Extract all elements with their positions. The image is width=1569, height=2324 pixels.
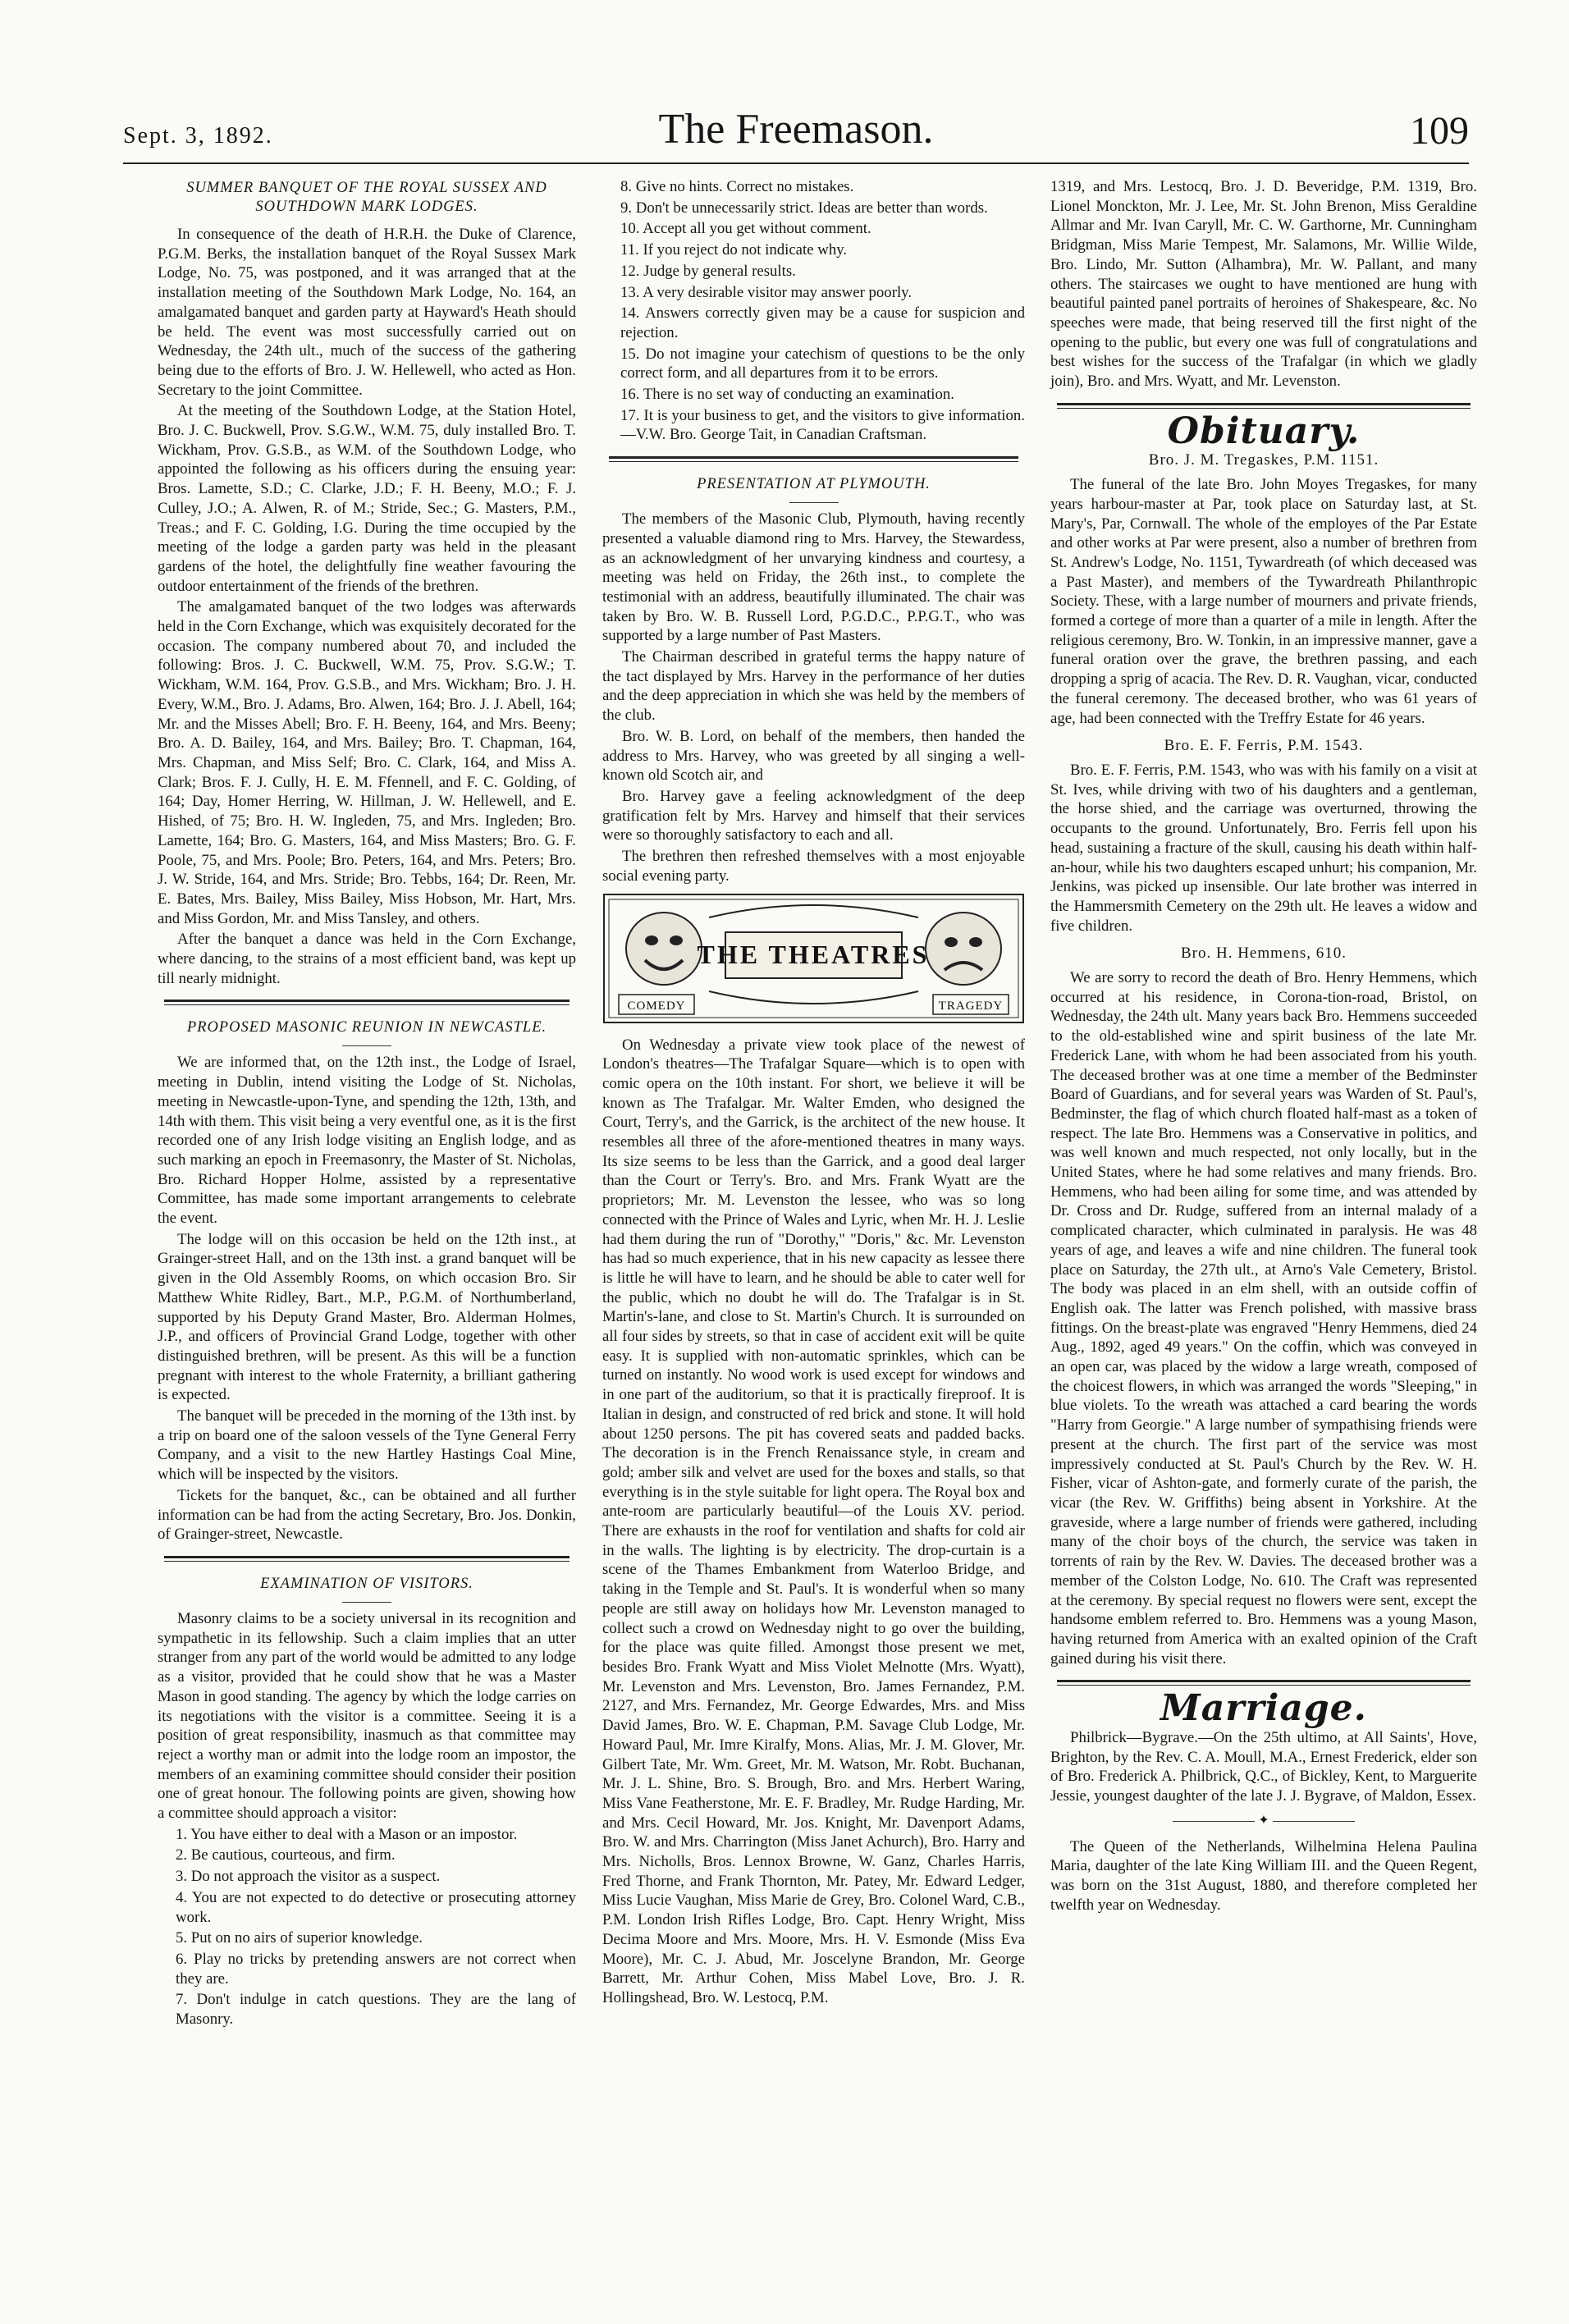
list-item: 14. Answers correctly given may be a cause for suspicion and rejection.: [620, 304, 1025, 341]
section-divider: [164, 1000, 570, 1005]
article-paragraph: On Wednesday a private view took place of the newest of London's theatres—The Trafalgar Square—which is to open with comic opera on the 10th instant. For short, we believe it will be known as The Trafalgar. Mr. Walter Emden, who designed the Court, Terry's, and the Garrick, is the architect of the new house. It resembles all three of the afore-mentioned theatres in many ways. Its size seems to be less than the Garrick, and a good deal larger than the Court or Terry's. Bro. and Mrs. Frank Wyatt are the proprietors; Mr. M. Levenston the lessee, who was so long connected with the Prince of Wales and Lyric, when Mr. H. J. Leslie had them during the run of "Dorothy," "Doris," &c. Mr. Levenston has had so much experience, that in his new capacity as lessee there is little he will have to learn, and he should be able to cater well for the public, which no doubt he will do. The Trafalgar is in St. Martin's-lane, and close to St. Martin's Church. It is surrounded on all four sides by streets, so that in case of accident exit will be quite easy. It is supplied with non-automatic sprinkles, which can be turned on instantly. No wood work is used except for windows and in one part of the auditorium, so that it is practically fireproof. It is Italian in design, and constructed of red brick and stone. It will hold about 1250 persons. The pit has covered seats and padded backs. The decoration is in the French Renaissance style, in cream and gold; amber silk and velvet are used for the boxes and stalls, so that everything is in the style suitable for light opera. The Royal box and ante-room are particularly beautiful—of the Louis XV. period. There are exhausts in the roof for ventilation and shafts for cold air in the walls. The lighting is by electricity. The drop-curtain is a scene of the Thames Embankment from Waterloo Bridge, and taking in the Temple and St. Paul's. It is wonderful when so many people are still away on holidays how Mr. Levenston managed to collect such a crowd on Wednesday night to go over the building, for the place was quite filled. Amongst those present we met, besides Bro. Frank Wyatt and Miss Violet Melnotte (Mrs. Wyatt), Mr. Levenston and Mrs. Levenston, Bro. James Fernandez, P.M. 2127, and Mrs. Fernandez, Mr. George Edwardes, Mrs. and Miss David James, Bro. W. E. Chapman, P.M. Savage Club Lodge, Mr. Howard Paul, Mr. Imre Kiralfy, Mons. Alias, Mr. J. M. Glover, Mr. Gilbert Tate, Mr. Wm. Greet, Mr. M. Watson, Mr. Robt. Buchanan, Mr. J. L. Shine, Bro. S. Brough, Bro. and Mrs. Herbert Waring, Miss Vane Featherstone, Mr. E. F. Bradley, Mr. Rudge Harding, Mr. and Mrs. Cecil Howard, Mr. Jos. Knight, Mr. Davenport Adams, Bro. W. and Mrs. Charrington (Miss Janet Achurch), Bro. Harry and Mrs. Nicholls, Bros. Lennox Browne, W. Ganz, Charles Harris, Fred Thorne, and Frank Thornton, Mr. Patey, Mr. Edward Ledger, Miss Lucie Vaughan, Miss Marie de Grey, Bro. Colonel Ward, C.B., P.M. London Irish Rifles Lodge, Bro. Capt. Henry Wright, Miss Decima Moore and Mrs. Moore, Mrs. H. V. Esmonde (Miss Eva Moore), Mr. C. J. Abud, Mr. Joscelyne Brandon, Mr. George Barrett, Mr. Arthur Cohen, Miss Mabel Love, Bro. J. R. Hollingshead, Bro. W. Lestocq, P.M.: [602, 1036, 1025, 2006]
list-item: 15. Do not imagine your catechism of questions to be the only correct form, and all departures from it to be errors.: [620, 345, 1025, 382]
article-paragraph: 1319, and Mrs. Lestocq, Bro. J. D. Beveridge, P.M. 1319, Bro. Lionel Monckton, Mr. J. Lee, Mr. St. John Brenon, Miss Geraldine Allmar and Mr. Ivan Caryll, Mr. C. W. Garthorne, Mr. Cunningham Bridgman, Miss Marie Tempest, Mr. Salamons, Mr. Willie Wilde, Bro. Lindo, Mr. Sutton (Alhambra), Mr. W. Pallant, and many others. The staircases we ought to have mentioned are hung with beautiful painted panel portraits of heroines of Shakespeare, &c. No speeches were made, that being reserved till the first night of the opening to the public, but every one was full of congratulations and best wishes for the success of the Trafalgar (in which we gladly join), Bro. and Mrs. Wyatt, and Mr. Levenston.: [1050, 178, 1477, 391]
list-item: 1. You have either to deal with a Mason or an impostor.: [176, 1825, 518, 1843]
list-item: 9. Don't be unnecessarily strict. Ideas are better than words.: [620, 199, 988, 217]
list-item: 17. It is your business to get, and the visitors to give information.—V.W. Bro. George Tait, in Canadian Craftsman.: [620, 406, 1025, 444]
article-paragraph: The lodge will on this occasion be held on the 12th inst., at Grainger-street Hall, and on the 13th inst. a grand banquet will be given in the Old Assembly Rooms, on which occasion Bro. Sir Matthew White Ridley, Bart., M.P., P.G.M. of Northumberland, supported by his Deputy Grand Master, Bro. Alderman Holmes, J.P., and officers of Provincial Grand Lodge, together with other distinguished brethren, will be present. As this will be a function pregnant with interest to the whole Fraternity, a brilliant gathering is expected.: [158, 1230, 576, 1404]
marriage-heading: Marriage.: [1160, 1687, 1367, 1730]
article-heading-summer-banquet: SUMMER BANQUET OF THE ROYAL SUSSEX AND SOUTHDOWN MARK LODGES.: [186, 180, 547, 215]
article-paragraph: The funeral of the late Bro. John Moyes Tregaskes, for many years harbour-master at Par, took place on Saturday last, at St. Mary's, Par, Cornwall. The whole of the employes of the Par Estate and other works at Par were present, also a number of brethren from St. Andrew's Lodge, No. 1151, Tywardreath (of which deceased was a Past Master), and members of the Tywardreath Philanthropic Society. These, with a large number of mourners and private friends, formed a cortege of more than a quarter of a mile in length. After the religious ceremony, Bro. W. Tonkin, in an impressive manner, gave a funeral oration over the grave, the brethren passing, and each dropping a sprig of acacia. The Rev. D. R. Vaughan, vicar, conducted the funeral ceremony. The deceased brother, who was 61 years of age, had been connected with the Treffry Estate for 46 years.: [1050, 476, 1477, 727]
section-divider: [1057, 1680, 1471, 1686]
ornamental-divider: ✦: [1050, 1811, 1477, 1831]
heading-rule: [342, 1602, 391, 1603]
comedy-mask-icon: [626, 913, 702, 985]
article-paragraph: The Queen of the Netherlands, Wilhelmina Helena Paulina Maria, daughter of the late King William III. and the Queen Regent, was born on the 31st August, 1880, and therefore completed her twelfth year on Wednesday.: [1050, 1837, 1477, 1914]
article-paragraph: Masonry claims to be a society universal in its recognition and sympathetic in its fellowship. Such a claim implies that an utter stranger from any part of the world would be admitted to any lodge as a visitor, provided that he could show that he was a Master Mason in good standing. The agency by which the lodge carries on its negotiations with the visitor is a committee. Seeing it is a position of great responsibility, inasmuch as that committee may reject a worthy man or admit into the lodge room an impostor, the members of an examining committee should consider their position one of great honour. The following points are given, showing how a committee should approach a visitor:: [158, 1610, 576, 1823]
banner-left-label: Comedy: [627, 999, 686, 1013]
masthead: [123, 105, 1469, 162]
article-paragraph: After the banquet a dance was held in the Corn Exchange, where dancing, to the strains of a most efficient band, was kept up till nearly midnight.: [158, 931, 576, 987]
list-item: 2. Be cautious, courteous, and firm.: [176, 1846, 396, 1864]
article-heading-newcastle-reunion: PROPOSED MASONIC REUNION IN NEWCASTLE.: [186, 1019, 547, 1036]
article-heading-plymouth: PRESENTATION AT PLYMOUTH.: [697, 476, 931, 493]
list-item: 8. Give no hints. Correct no mistakes.: [620, 178, 854, 195]
list-item: 3. Do not approach the visitor as a suspect.: [176, 1868, 441, 1886]
theatres-banner: [602, 893, 1025, 1024]
obituary-name-tregaskes: Bro. J. M. Tregaskes, P.M. 1151.: [1148, 451, 1379, 469]
column-middle: [602, 177, 1025, 2010]
article-heading-examination: EXAMINATION OF VISITORS.: [260, 1576, 473, 1592]
newspaper-title: The Freemason.: [658, 106, 934, 153]
list-item: 13. A very desirable visitor may answer poorly.: [620, 283, 913, 301]
masthead-rule: [123, 162, 1469, 164]
article-paragraph: Bro. W. B. Lord, on behalf of the members, then handed the address to Mrs. Harvey, who was greeted by all singing a well-known old Scotch air, and: [602, 727, 1025, 785]
list-item: 5. Put on no airs of superior knowledge.: [176, 1929, 423, 1947]
article-paragraph: The members of the Masonic Club, Plymouth, having recently presented a valuable diamond ring to Mrs. Harvey, the Stewardess, as an acknowledgment of her unvarying kindness and courtesy, a meeting was held on Friday, the 26th inst., to complete the testimonial with an address, beautifully illuminated. The chair was taken by Bro. W. B. Russell Lord, P.G.D.C., P.P.G.T., who was supported by a large number of Past Masters.: [602, 510, 1025, 645]
obituary-name-hemmens: Bro. H. Hemmens, 610.: [1180, 945, 1347, 963]
article-paragraph: We are sorry to record the death of Bro. Henry Hemmens, which occurred at his residence, in Corona-tion-road, Bristol, on Wednesday, the 24th ult. Many years back Bro. Hemmens succeeded to the old-established wine and spirit business of the late Mr. Frederick Lane, with whom he had been associated from his youth. The deceased brother was at one time a member of the Bedminster Board of Guardians, and for several years was Warden of St. Paul's, Bedminster, the flag of which church floated half-mast as a token of respect. The late Bro. Hemmens was a Conservative in politics, and was well known and much respected, not only locally, but in the United States, where he had some relatives and many friends. Bro. Hemmens, who had been ailing for some time, and was attended by Dr. Cross and Dr. Rudge, suffered from an internal malady of a complicated character, which culminated in paralysis. He was 48 years of age, and leaves a wife and nine children. The funeral took place on Saturday, the 27th ult., at Arno's Vale Cemetery, Bristol. The body was placed in an elm shell, with an outside coffin of English oak. The latter was French polished, with massive brass fittings. On the breast-plate was engraved "Henry Hemmens, died 24 Aug., 1892, aged 49 years." On the coffin, which was conveyed in an open car, was placed by the widow a large wreath, composed of the choicest flowers, in which was arranged the words "Sleeping," in blue violets. To the wreath was attached a card bearing the words "Harry from Georgie." A large number of sympathising friends were present at the church. The first part of the service was most impressively conducted at St. Paul's Church by the Rev. W. H. Fisher, vicar of Ashton-gate, and formerly curate of the parish, the vicar (the Rev. W. Griffiths) being absent in Yorkshire. At the graveside, where a large number of friends were gathered, including many of the choir boys of the church, the service was taken in torrents of rain by the Rev. W. Davies. The deceased brother was a member of the Colston Lodge, No. 610. The Craft was represented at the ceremony. By special request no flowers were sent, except the handsome emblem referred to. Bro. Hemmens was a young Mason, having returned from America with an exalted opinion of the Craft gained during his visit there.: [1050, 969, 1477, 1668]
article-paragraph: The Chairman described in grateful terms the happy nature of the tact displayed by Mrs. Harvey in the performance of her duties and the deep appreciation in which she was held by the members of the club.: [602, 648, 1025, 725]
list-item: 16. There is no set way of conducting an examination.: [620, 386, 954, 404]
list-item: 4. You are not expected to do detective or prosecuting attorney work.: [176, 1888, 576, 1926]
section-divider: [609, 456, 1018, 462]
article-paragraph: The brethren then refreshed themselves with a most enjoyable social evening party.: [602, 848, 1025, 885]
article-paragraph: At the meeting of the Southdown Lodge, at the Station Hotel, Bro. J. C. Buckwell, Prov. S.G.W., W.M. 75, duly installed Bro. T. Wickham, Prov. G.S.B., as W.M. of the Southdown Lodge, who appointed the following as his officers during the ensuing year: Bros. Lamette, S.D.; C. Clarke, J.D.; F. H. Beeny, M.O.; F. J. Culley, J.O.; A. Alwen, R. of M.; Stride, Sec.; G. Masters, P.M., Treas.; and F. C. Golding, I.G. During the time occupied by the meeting of the lodge a garden party was held in the pleasant gardens of the hotel, the delightfully fine weather favouring the outdoor entertainment of the friends of the brethren.: [158, 402, 576, 595]
article-paragraph: The banquet will be preceded in the morning of the 13th inst. by a trip on board one of the saloon vessels of the Tyne General Ferry Company, and a visit to the new Hartley Hastings Coal Mine, which will be inspected by the visitors.: [158, 1407, 576, 1484]
column-left: [158, 177, 576, 2031]
page-number: 109: [1410, 109, 1469, 153]
list-item: 6. Play no tricks by pretending answers are not correct when they are.: [176, 1950, 576, 1988]
section-divider: [1057, 403, 1471, 409]
obituary-heading: Obituary.: [1167, 409, 1361, 452]
tragedy-mask-icon: [926, 913, 1001, 985]
heading-rule: [789, 502, 839, 503]
heading-rule: [342, 1045, 391, 1046]
list-item: 10. Accept all you get without comment.: [620, 220, 871, 238]
obituary-name-ferris: Bro. E. F. Ferris, P.M. 1543.: [1164, 737, 1364, 755]
article-paragraph: Bro. E. F. Ferris, P.M. 1543, who was with his family on a visit at St. Ives, while driving with two of his daughters and a gentleman, the horse shied, and the carriage was overturned, throwing the occupants to the ground. Unfortunately, Bro. Ferris fell upon his head, sustaining a fracture of the skull, causing his death within half-an-hour, while his two daughters escaped unhurt; his companion, Mr. Jenkins, was picked up insensible. Our late brother was interred in the Hammersmith Cemetery on the 29th ult. He leaves a widow and five children.: [1050, 761, 1477, 935]
article-paragraph: We are informed that, on the 12th inst., the Lodge of Israel, meeting in Dublin, intend visiting the Lodge of St. Nicholas, meeting in Newcastle-upon-Tyne, and spending the 12th, 13th, and 14th with them. This visit being a very eventful one, as it is the first recorded one of any Irish lodge visiting an English lodge, and as such marking an epoch in Freemasonry, the Master of St. Nicholas, Bro. Richard Hopper Holme, assisted by a representative Committee, has made some important arrangements to celebrate the event.: [158, 1054, 576, 1228]
list-item: 12. Judge by general results.: [620, 262, 796, 280]
banner-right-label: Tragedy: [938, 999, 1004, 1013]
section-divider: [164, 1556, 570, 1562]
list-item: 11. If you reject do not indicate why.: [620, 241, 848, 259]
article-paragraph: Philbrick—Bygrave.—On the 25th ultimo, at All Saints', Hove, Brighton, by the Rev. C. A. Moull, M.A., Ernest Frederick, elder son of Bro. Frederick A. Philbrick, Q.C., of Bickley, Kent, to Marguerite Jessie, youngest daughter of the late J. J. Bygrave, of Maldon, Essex.: [1050, 1729, 1477, 1805]
article-paragraph: Bro. Harvey gave a feeling acknowledgment of the deep gratification felt by Mrs. Harvey and himself that their services were so thoroughly satisfactory to each and all.: [602, 787, 1025, 844]
article-paragraph: The amalgamated banquet of the two lodges was afterwards held in the Corn Exchange, which was exquisitely decorated for the occasion. The company numbered about 70, and included the following: Bros. J. C. Buckwell, W.M. 75, Prov. S.G.W.; T. Wickham, W.M. 164, Prov. G.S.B., and Mrs. Wickham; Bro. J. H. Every, W.M., Bro. J. Adams, Bro. Alwen, 164; Bro. J. J. Abell, 164; Mr. and the Misses Abell; Bro. F. H. Beeny, 164, and Mrs. Beeny; Bro. A. D. Bailey, 164, and Mrs. Bailey; Bro. T. Chapman, 164, Mrs. Chapman, and Miss Self; Bro. C. Clark, 164, and Miss A. Clark; Bros. F. J. Cully, H. E. M. Ffennell, and F. C. Golding, of 164; Day, Homer Herring, W. Hillman, J. W. Hellewell, and E. Hished, of 75; Bro. H. W. Ingleden, 75, and Mrs. Ingleden; Bro. Lamette, 164; Bro. G. Masters, 164, and Miss Masters; Bro. G. F. Poole, 75, and Mrs. Poole; Bro. Peters, 164, and Mrs. Peters; Bro. J. W. Stride, 164, and Mrs. Stride; Bro. Tebbs, 164; Dr. Reen, Mr. E. Bates, Mrs. Bailey, Miss Bailey, Miss Hobson, Mr. Hart, Mrs. and Miss Gordon, Mr. and Miss Tansley, and others.: [158, 598, 576, 927]
list-item: 7. Don't indulge in catch questions. They are the lang of Masonry.: [176, 1991, 576, 2029]
article-paragraph: Tickets for the banquet, &c., can be obtained and all further information can be had from the acting Secretary, Bro. Jos. Donkin, of Grainger-street, Newcastle.: [158, 1486, 576, 1544]
article-paragraph: In consequence of the death of H.R.H. the Duke of Clarence, P.G.M. Berks, the installation banquet of the Royal Sussex Mark Lodge, No. 75, was postponed, and it was arranged that at the installation meeting of the Southdown Mark Lodge, No. 164, an amalgamated banquet and garden party at Hayward's Heath should be held. The event was most successfully carried out on Wednesday, the 24th ult., much of the success of the gathering being due to the efforts of Bro. J. W. Hellewell, who acted as Hon. Secretary to the joint Committee.: [158, 226, 576, 399]
issue-date: Sept. 3, 1892.: [123, 123, 273, 149]
column-right: [1050, 177, 1477, 1916]
banner-title: The Theatres: [697, 939, 930, 969]
